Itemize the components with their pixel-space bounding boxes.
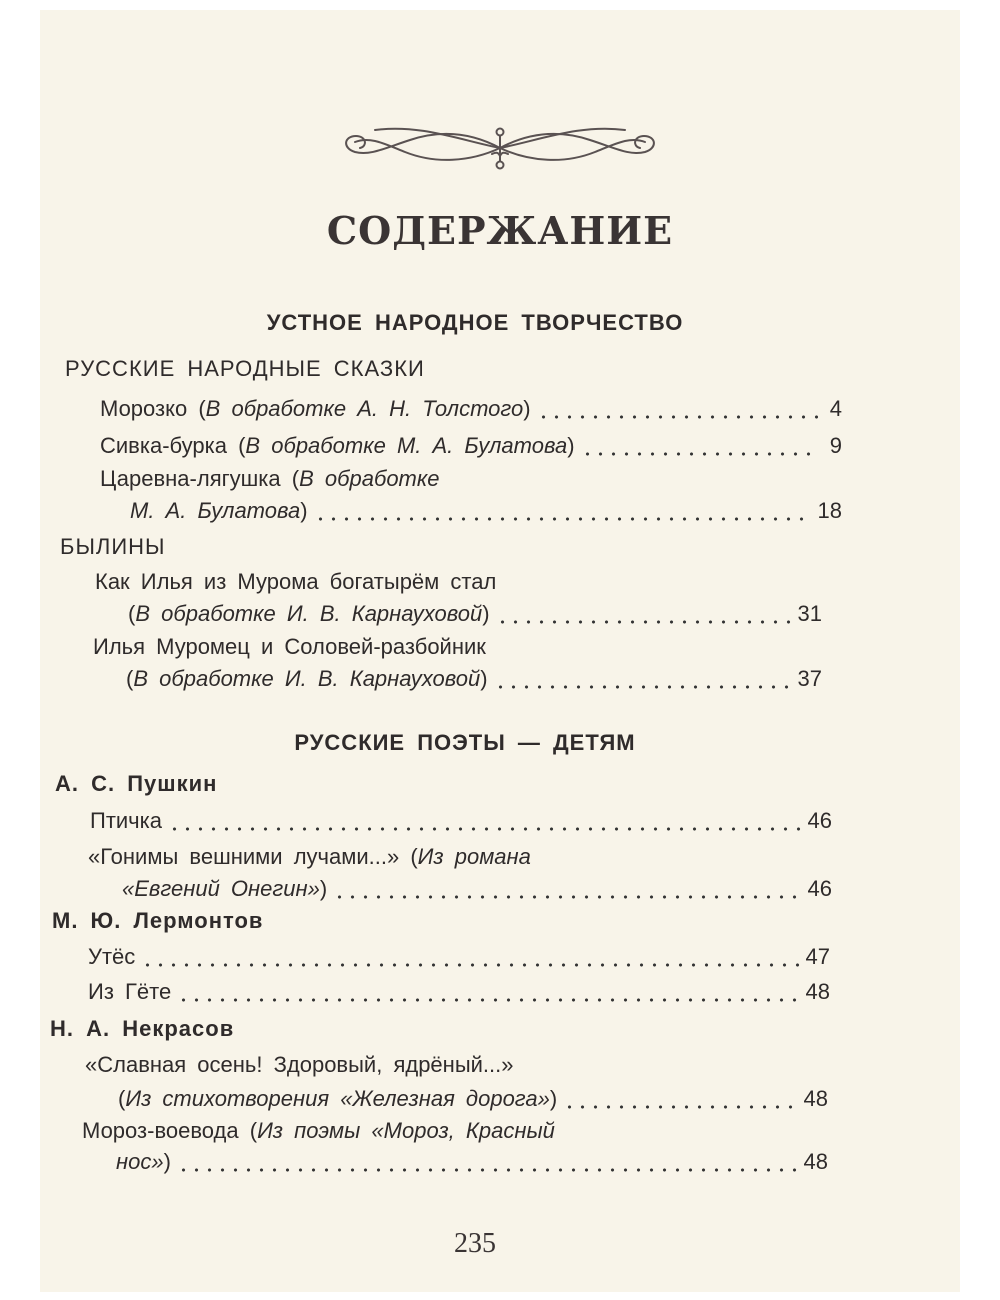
entry-page-number: 37	[797, 666, 822, 691]
entry-note-text: Из стихотворения «Железная дорога»	[125, 1086, 550, 1111]
entry-page-number: 48	[805, 979, 830, 1004]
entry-text: Морозко (	[100, 396, 206, 421]
entry-text: А. С. Пушкин	[55, 771, 218, 796]
entry-page-number: 46	[807, 876, 832, 901]
author-heading	[52, 908, 263, 938]
toc-entry-line	[100, 396, 842, 426]
toc-entry-line	[118, 1086, 828, 1116]
entry-text: Утёс	[88, 944, 136, 969]
entry-note-text: В обработке М. А. Булатова	[245, 433, 568, 458]
subsection-heading	[65, 356, 425, 386]
dot-leader	[177, 1168, 798, 1172]
dot-leader	[537, 415, 818, 419]
toc-entry-line	[130, 498, 842, 528]
entry-page-number: 48	[803, 1086, 828, 1111]
dot-leader	[563, 1105, 797, 1109]
toc-entry-line	[82, 1118, 555, 1148]
section-heading	[40, 730, 890, 760]
entry-page-number: 31	[797, 601, 822, 626]
entry-text: Н. А. Некрасов	[50, 1016, 235, 1041]
entry-note-text: Из поэмы «Мороз, Красный	[257, 1118, 555, 1143]
entry-note-text: В обработке А. Н. Толстого	[205, 396, 524, 421]
toc-entry-line	[116, 1149, 828, 1179]
toc-entry-line	[90, 808, 832, 838]
section-heading	[40, 310, 910, 340]
entry-page-number: 18	[817, 498, 842, 523]
toc-entry-line	[93, 634, 486, 664]
dot-leader	[333, 895, 801, 899]
entry-text: )	[567, 433, 575, 458]
toc-entry-line	[88, 844, 531, 874]
decorative-ornament-icon	[330, 122, 670, 172]
entry-page-number: 47	[805, 944, 830, 969]
entry-text: (	[128, 601, 136, 626]
entry-text: )	[163, 1149, 171, 1174]
entry-text: )	[319, 876, 328, 901]
entry-page-number: 48	[803, 1149, 828, 1174]
entry-text: )	[480, 666, 488, 691]
toc-entry-line	[95, 569, 496, 599]
toc-entry-line	[100, 433, 842, 463]
entry-text: (	[126, 666, 134, 691]
entry-note-text: нос»	[116, 1149, 164, 1174]
entry-note-text: В обработке	[299, 466, 440, 491]
toc-entry-line	[128, 601, 822, 631]
entry-text: )	[482, 601, 490, 626]
entry-page-number: 46	[807, 808, 832, 833]
entry-text: РУССКИЕ НАРОДНЫЕ СКАЗКИ	[65, 356, 425, 381]
entry-text: (	[118, 1086, 126, 1111]
entry-text: Как Илья из Мурома богатырём стал	[95, 569, 497, 594]
toc-entry-line	[88, 979, 830, 1009]
book-page	[40, 10, 960, 1292]
dot-leader	[496, 620, 792, 624]
entry-text: Царевна-лягушка (	[100, 466, 300, 491]
entry-text: Илья Муромец и Соловей-разбойник	[93, 634, 486, 659]
entry-text: Из Гёте	[88, 979, 172, 1004]
entry-text: Мороз-воевода (	[82, 1118, 258, 1143]
entry-note-text: «Евгений Онегин»	[122, 876, 320, 901]
dot-leader	[494, 685, 792, 689]
toc-entry-line	[122, 876, 832, 906]
entry-text: Птичка	[90, 808, 162, 833]
toc-entry-line	[88, 944, 830, 974]
entry-text: Сивка-бурка (	[100, 433, 246, 458]
author-heading	[55, 771, 217, 801]
entry-note-text: М. А. Булатова	[130, 498, 301, 523]
dot-leader	[177, 998, 799, 1002]
entry-text: )	[300, 498, 308, 523]
page-title: СОДЕРЖАНИЕ	[326, 208, 674, 253]
entry-note-text: Из романа	[417, 844, 531, 869]
entry-text: «Гонимы вешними лучами...» (	[88, 844, 418, 869]
entry-text: М. Ю. Лермонтов	[52, 908, 264, 933]
entry-page-number: 9	[829, 433, 842, 458]
entry-text: БЫЛИНЫ	[60, 534, 166, 559]
toc-entry-line	[85, 1052, 514, 1082]
dot-leader	[314, 517, 812, 521]
entry-text: УСТНОЕ НАРОДНОЕ ТВОРЧЕСТВО	[266, 310, 684, 335]
toc-entry-line	[126, 666, 822, 696]
toc-entry-line	[100, 466, 440, 496]
entry-note-text: В обработке И. В. Карнауховой	[135, 601, 483, 626]
entry-text: )	[549, 1086, 558, 1111]
dot-leader	[168, 827, 802, 831]
author-heading	[50, 1016, 234, 1046]
page-number: 235	[454, 1228, 496, 1259]
entry-note-text: В обработке И. В. Карнауховой	[133, 666, 481, 691]
entry-page-number: 4	[829, 396, 842, 421]
subsection-heading	[60, 534, 166, 564]
entry-text: )	[523, 396, 531, 421]
entry-text: «Славная осень! Здоровый, ядрёный...»	[85, 1052, 514, 1077]
dot-leader	[581, 452, 818, 456]
entry-text: РУССКИЕ ПОЭТЫ — ДЕТЯМ	[294, 730, 636, 755]
dot-leader	[141, 963, 799, 967]
